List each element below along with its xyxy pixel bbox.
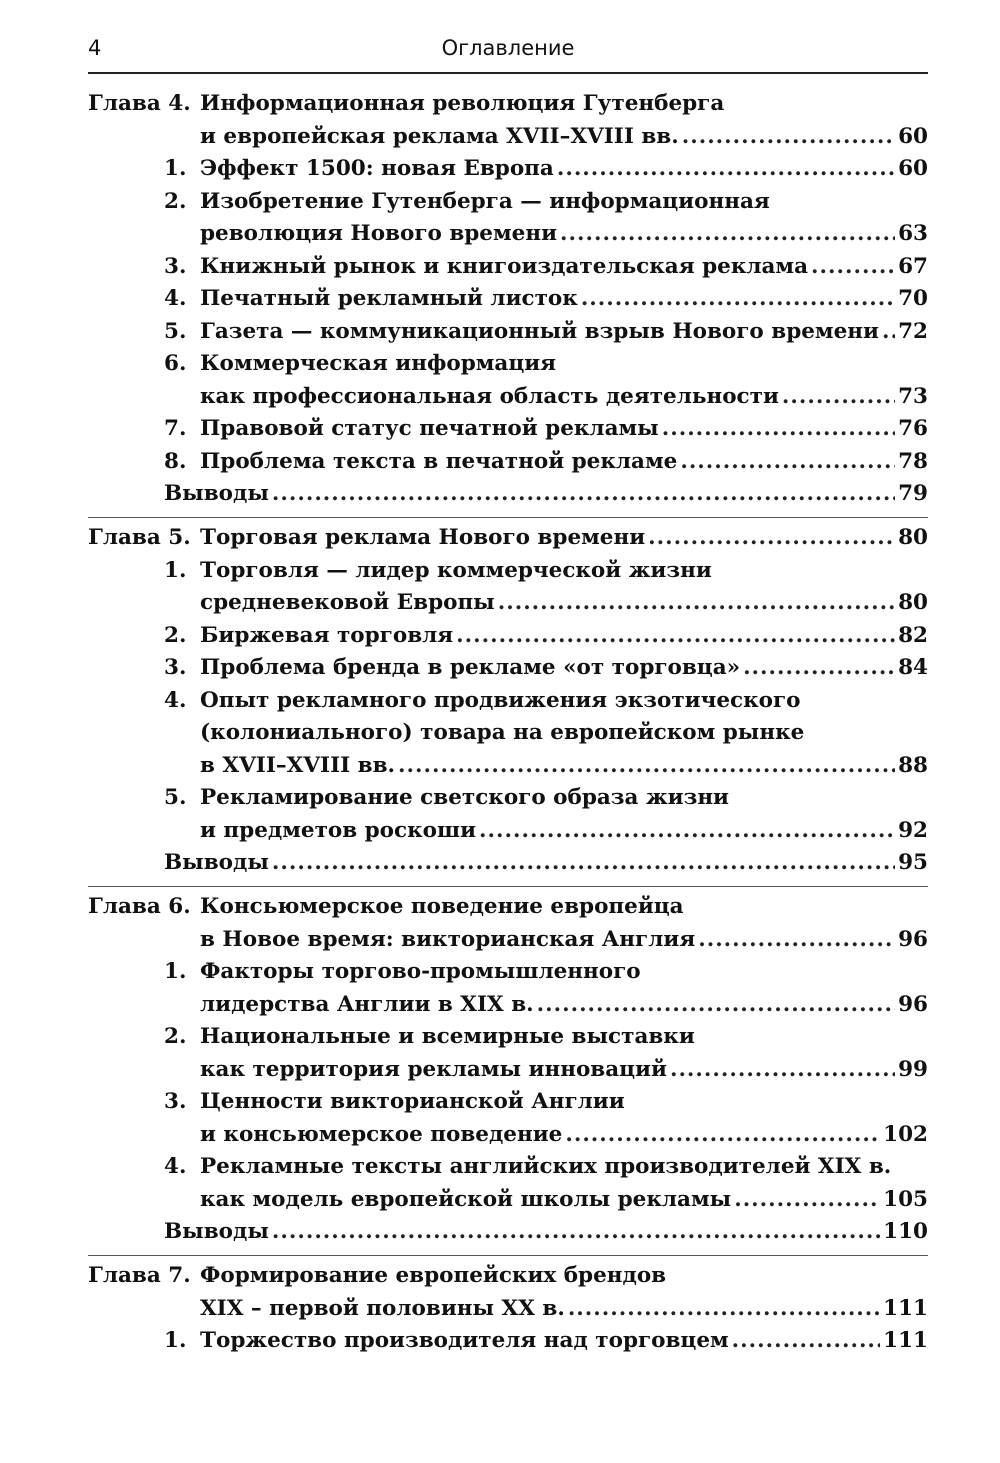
chapter-entry — [88, 88, 928, 518]
section-page-number: 88 — [898, 752, 928, 778]
section-number: 4. — [164, 687, 187, 713]
conclusion-entry — [88, 1216, 928, 1249]
section-number: 4. — [164, 1154, 187, 1179]
section-title-line — [88, 1151, 928, 1184]
leader-dots — [479, 815, 895, 848]
section-title-text: и предметов роскоши — [200, 817, 477, 843]
leader-dots — [498, 587, 895, 620]
section-number: 1. — [164, 557, 187, 583]
section-number: 3. — [164, 253, 187, 279]
chapter-title-text: и европейская реклама XVII–XVIII вв. — [200, 123, 679, 149]
section-entry — [88, 413, 928, 446]
section-number: 2. — [164, 622, 187, 648]
section-entry — [88, 685, 928, 783]
section-page-number: 92 — [898, 817, 928, 843]
section-entry — [88, 652, 928, 685]
section-title-text: Ценности викторианской Англии — [200, 1089, 625, 1114]
section-title-line — [88, 555, 928, 588]
section-title-line — [88, 1119, 928, 1152]
section-page-number: 63 — [898, 221, 928, 246]
section-entry — [88, 348, 928, 413]
section-page-number: 82 — [898, 622, 928, 648]
section-title-line — [88, 153, 928, 186]
chapter-title-text: Информационная революция Гутенберга — [200, 91, 725, 116]
running-title: Оглавление — [441, 36, 575, 60]
leader-dots — [680, 446, 895, 479]
conclusion-entry — [88, 847, 928, 880]
section-title-text: Изобретение Гутенберга — информационная — [200, 188, 770, 214]
section-title-line — [88, 1086, 928, 1119]
section-entry — [88, 446, 928, 479]
section-title-line — [88, 685, 928, 718]
chapter-page-number: 111 — [883, 1295, 928, 1321]
section-page-number: 72 — [898, 318, 928, 344]
leader-dots — [272, 1216, 880, 1249]
conclusion-line — [88, 847, 928, 880]
section-title-line — [88, 956, 928, 989]
section-entry — [88, 1325, 928, 1358]
section-title-line — [88, 1021, 928, 1054]
leader-dots — [882, 316, 895, 349]
section-entry — [88, 1021, 928, 1086]
section-title-text: Эффект 1500: новая Европа — [200, 156, 554, 181]
running-head — [88, 28, 928, 74]
leader-dots — [581, 283, 895, 316]
section-title-text: Коммерческая информация — [200, 351, 557, 376]
section-entry — [88, 1086, 928, 1151]
leader-dots — [648, 522, 895, 555]
section-entry — [88, 186, 928, 251]
section-title-line — [88, 283, 928, 316]
conclusion-label: Выводы — [164, 850, 269, 875]
section-title-text: Торжество производителя над торговцем — [200, 1328, 729, 1353]
chapter-entry — [88, 522, 928, 887]
section-title-text: Факторы торгово-промышленного — [200, 959, 641, 984]
section-number: 1. — [164, 1328, 187, 1353]
leader-dots — [568, 1293, 880, 1326]
section-title-line — [88, 750, 928, 783]
conclusion-line — [88, 1216, 928, 1249]
section-entry — [88, 316, 928, 349]
section-title-line — [88, 251, 928, 284]
section-page-number: 73 — [898, 383, 928, 409]
leader-dots — [272, 478, 895, 511]
section-page-number: 60 — [898, 156, 928, 181]
section-number: 3. — [164, 1089, 187, 1114]
section-number: 2. — [164, 1024, 187, 1049]
conclusion-page-number: 110 — [883, 1219, 928, 1244]
leader-dots — [557, 153, 895, 186]
conclusion-label: Выводы — [164, 481, 269, 506]
leader-dots — [682, 121, 895, 154]
section-title-line — [88, 587, 928, 620]
section-page-number: 84 — [898, 655, 928, 680]
leader-dots — [565, 1119, 880, 1152]
section-number: 1. — [164, 959, 187, 984]
chapter-title-line — [88, 522, 928, 555]
leader-dots — [811, 251, 895, 284]
section-title-line — [88, 413, 928, 446]
section-title-text: как территория рекламы инноваций — [200, 1056, 667, 1082]
chapter-title-line — [88, 121, 928, 154]
section-title-text: революция Нового времени — [200, 221, 558, 246]
section-number: 7. — [164, 416, 187, 441]
section-title-text: в XVII–XVIII вв. — [200, 752, 396, 778]
section-title-text: и консьюмерское поведение — [200, 1121, 563, 1147]
section-title-text: Газета — коммуникационный взрыв Нового времени — [200, 318, 879, 344]
section-number: 1. — [164, 156, 187, 181]
chapter-title-text: XIX – первой половины XX в. — [200, 1295, 565, 1321]
section-title-line — [88, 316, 928, 349]
section-title-text: (колониального) товара на европейском рынке — [200, 720, 805, 745]
section-title-line — [88, 446, 928, 479]
section-number: 3. — [164, 655, 187, 680]
chapter-title-text: Торговая реклама Нового времени — [200, 525, 646, 550]
leader-dots — [560, 218, 895, 251]
section-title-text: Опыт рекламного продвижения экзотического — [200, 687, 801, 713]
section-title-text: Проблема бренда в рекламе «от торговца» — [200, 655, 741, 680]
section-entry — [88, 153, 928, 186]
chapter-title-line — [88, 1260, 928, 1293]
chapter-page-number: 80 — [898, 525, 928, 550]
section-title-text: Биржевая торговля — [200, 622, 454, 648]
section-page-number: 105 — [883, 1186, 928, 1212]
leader-dots — [456, 620, 895, 653]
chapter-title-line — [88, 88, 928, 121]
section-title-text: Рекламные тексты английских производителей XIX в. — [200, 1154, 892, 1179]
leader-dots — [670, 1054, 895, 1087]
chapter-title-text: в Новое время: викторианская Англия — [200, 926, 696, 952]
conclusion-label: Выводы — [164, 1219, 269, 1244]
chapter-label: Глава 5. — [88, 525, 191, 550]
section-entry — [88, 782, 928, 847]
section-title-text: Книжный рынок и книгоиздательская реклама — [200, 253, 809, 279]
table-of-contents — [88, 88, 928, 1358]
section-title-text: Торговля — лидер коммерческой жизни — [200, 557, 712, 583]
section-number: 6. — [164, 351, 187, 376]
conclusion-page-number: 79 — [898, 481, 928, 506]
section-number: 5. — [164, 785, 187, 810]
leader-dots — [782, 381, 895, 414]
section-entry — [88, 555, 928, 620]
section-title-line — [88, 381, 928, 414]
section-page-number: 70 — [898, 286, 928, 311]
section-title-line — [88, 1184, 928, 1217]
leader-dots — [272, 847, 895, 880]
section-title-line — [88, 1054, 928, 1087]
section-title-line — [88, 782, 928, 815]
section-title-text: как профессиональная область деятельности — [200, 383, 779, 409]
chapter-page-number: 96 — [898, 926, 928, 952]
section-title-line — [88, 652, 928, 685]
chapter-divider — [88, 886, 928, 888]
section-page-number: 76 — [898, 416, 928, 441]
section-title-line — [88, 717, 928, 750]
section-title-text: Проблема текста в печатной рекламе — [200, 448, 678, 474]
section-entry — [88, 1151, 928, 1216]
section-page-number: 102 — [883, 1121, 928, 1147]
leader-dots — [398, 750, 895, 783]
chapter-label: Глава 4. — [88, 91, 191, 116]
leader-dots — [537, 989, 895, 1022]
section-title-line — [88, 620, 928, 653]
leader-dots — [734, 1184, 880, 1217]
section-page-number: 111 — [883, 1328, 928, 1353]
section-title-text: Национальные и всемирные выставки — [200, 1024, 695, 1049]
conclusion-entry — [88, 478, 928, 511]
chapter-title-text: Консьюмерское поведение европейца — [200, 894, 684, 919]
section-title-text: средневековой Европы — [200, 590, 495, 615]
section-title-text: как модель европейской школы рекламы — [200, 1186, 732, 1212]
section-page-number: 80 — [898, 590, 928, 615]
section-number: 2. — [164, 188, 187, 214]
section-title-text: Правовой статус печатной рекламы — [200, 416, 659, 441]
leader-dots — [732, 1325, 880, 1358]
chapter-page-number: 60 — [898, 123, 928, 149]
section-page-number: 99 — [898, 1056, 928, 1082]
leader-dots — [743, 652, 895, 685]
chapter-title-line — [88, 1293, 928, 1326]
section-title-text: Рекламирование светского образа жизни — [200, 785, 730, 810]
conclusion-page-number: 95 — [898, 850, 928, 875]
section-title-text: лидерства Англии в XIX в. — [200, 991, 534, 1017]
chapter-label: Глава 6. — [88, 894, 191, 919]
chapter-title-line — [88, 924, 928, 957]
section-title-line — [88, 348, 928, 381]
section-title-line — [88, 1325, 928, 1358]
chapter-entry — [88, 1260, 928, 1358]
chapter-divider — [88, 1255, 928, 1257]
section-title-line — [88, 989, 928, 1022]
conclusion-line — [88, 478, 928, 511]
section-page-number: 67 — [898, 253, 928, 279]
section-title-line — [88, 815, 928, 848]
section-entry — [88, 283, 928, 316]
chapter-label: Глава 7. — [88, 1263, 191, 1288]
chapter-title-text: Формирование европейских брендов — [200, 1263, 667, 1288]
section-title-text: Печатный рекламный листок — [200, 286, 578, 311]
section-entry — [88, 620, 928, 653]
leader-dots — [698, 924, 895, 957]
leader-dots — [662, 413, 895, 446]
section-number: 8. — [164, 448, 187, 474]
section-title-line — [88, 186, 928, 219]
section-page-number: 78 — [898, 448, 928, 474]
section-entry — [88, 251, 928, 284]
page-number: 4 — [88, 36, 102, 60]
section-number: 5. — [164, 318, 187, 344]
chapter-title-line — [88, 891, 928, 924]
section-entry — [88, 956, 928, 1021]
chapter-entry — [88, 891, 928, 1256]
section-page-number: 96 — [898, 991, 928, 1017]
section-title-line — [88, 218, 928, 251]
chapter-divider — [88, 517, 928, 519]
section-number: 4. — [164, 286, 187, 311]
